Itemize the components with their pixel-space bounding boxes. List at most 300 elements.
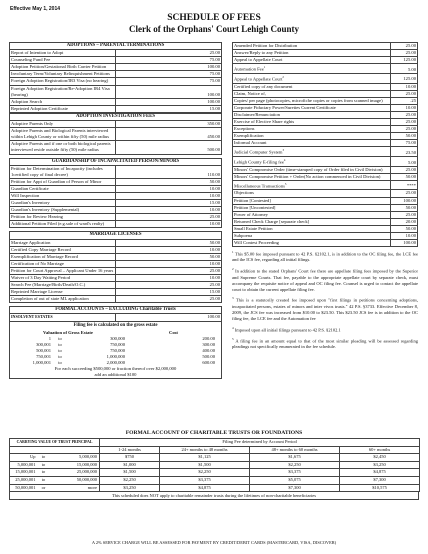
fee-label xyxy=(233,97,391,104)
period-label: 60+ months xyxy=(340,446,420,454)
estate-from: 1 xyxy=(48,335,51,341)
fee-label xyxy=(233,180,391,190)
fee-value: 10.00 xyxy=(116,185,222,192)
fee-label-text: Petition [Contested] xyxy=(234,197,271,203)
fee-value: 450.00 xyxy=(116,128,222,141)
trust-row xyxy=(10,476,420,484)
footnotes xyxy=(232,250,418,354)
fee-value: 500.00 xyxy=(116,141,222,154)
fee-label-text: Appeal to Appellate Court xyxy=(234,57,283,63)
trust-from: 50,000,001 xyxy=(10,484,38,492)
fee-label-text: Automation Fee xyxy=(234,66,264,72)
fee-row xyxy=(10,98,222,105)
effective-date: Effective May 1, 2014 xyxy=(10,6,61,12)
insolvent-label: INSOLVENT ESTATES xyxy=(10,314,116,321)
fee-label: Foreign Adoption Registration/IR3 Visa (no hearing) xyxy=(10,78,116,85)
fee-value: 50.00 xyxy=(391,204,418,211)
fee-label-text: Exercise of Elective Share rights xyxy=(234,119,295,124)
fee-label xyxy=(233,157,391,167)
fee-row xyxy=(10,85,222,98)
fee-label xyxy=(233,104,391,111)
trust-fee: $1,000 xyxy=(100,461,160,469)
fee-label: Foreign Adoption Registration/Re-Adoption IR4 Visa (hearing) xyxy=(10,85,116,98)
investigation-table xyxy=(9,113,222,155)
trust-to: to xyxy=(38,454,50,462)
footnote-text: This is a statutorily created fee imposed upon "first filings in petitions concerning adoptions, incapacitated persons, estates of minors and inter vivos trusts." 42 P.S. §3733. Effective December 8, 2009, the JCS fee was increased from $10.00 to $23.50. This $23.50 JCS fee is in addition to the OC filing fee, the LCE fee and the Automation fee xyxy=(232,297,418,321)
fee-value: 25.00 xyxy=(116,267,222,274)
fee-label xyxy=(233,111,391,118)
footnote xyxy=(232,337,418,350)
footnote-text: In addition to the stated Orphans' Court fee there are appellate filing fees imposed by the Superior and Supreme Courts. That fee, payable to the appropriate appellate court by separate check, must accompany the requisite notice of appeal and OC filing fee. Counsel is urged to contact the appellate court to obtain the current appellate filing fee. xyxy=(232,268,418,292)
fee-row xyxy=(10,221,222,228)
fee-value: 100.00 xyxy=(116,64,222,71)
charitable-trusts-section xyxy=(9,429,419,500)
gross-estate-header: Valuation of Gross Estate xyxy=(43,329,93,335)
trust-fee: $3,250 xyxy=(340,461,420,469)
trust-from: Up xyxy=(10,454,38,462)
trust-fee: $5,075 xyxy=(250,476,340,484)
trust-fee: $2,250 xyxy=(100,476,160,484)
trust-upto: 25,000,000 xyxy=(50,469,100,477)
fee-value: 10.00 xyxy=(116,260,222,267)
fee-row xyxy=(233,233,418,240)
adoptions-section-title: ADOPTIONS – PARENTAL TERMINATIONS xyxy=(10,43,222,50)
fee-value: 5.00 xyxy=(391,157,418,167)
marriage-table xyxy=(9,231,222,303)
fee-label-text: Will Contest Proceeding xyxy=(234,240,279,246)
fee-value: 25.00 xyxy=(116,296,222,303)
fee-row xyxy=(10,253,222,260)
fee-value: 20.00 xyxy=(391,218,418,225)
fee-value: 25.00 xyxy=(391,50,418,57)
fee-value: 50.00 xyxy=(391,173,418,180)
fee-label xyxy=(233,43,391,50)
estate-from: 500,001 xyxy=(36,347,51,353)
trust-fee: $1,500 xyxy=(160,461,250,469)
fee-value: 10.00 xyxy=(116,221,222,228)
fee-label: Reprinted Adoption Certificate xyxy=(10,105,116,112)
fee-label xyxy=(233,211,391,218)
fee-row xyxy=(10,128,222,141)
fee-label xyxy=(233,57,391,64)
fee-label: Exemplification of Marriage Record xyxy=(10,253,116,260)
fee-row xyxy=(233,90,418,97)
fee-value: 25.00 xyxy=(391,166,418,173)
fee-row xyxy=(233,43,418,50)
fee-label-text: Minors' Compromise Petition + Order(No action commenced in Civil Division) xyxy=(234,173,381,179)
fee-label-text: Miscellaneous Transactions xyxy=(234,183,285,189)
fee-row xyxy=(233,218,418,225)
fee-row xyxy=(233,140,418,147)
fee-row xyxy=(233,50,418,57)
fee-label xyxy=(233,73,391,83)
fee-label: Petition for Appt of Guardian of Person of Minor xyxy=(10,178,116,185)
fee-row xyxy=(10,165,222,178)
trust-from: 25,000,001 xyxy=(10,476,38,484)
fee-value: 10.00 xyxy=(116,275,222,282)
fee-row xyxy=(233,104,418,111)
estate-note-2: add an additional $100 xyxy=(94,371,137,377)
fee-row xyxy=(10,246,222,253)
fee-row xyxy=(233,225,418,232)
trust-from: 5,000,001 xyxy=(10,461,38,469)
fee-value: 25.00 xyxy=(116,214,222,221)
trust-to: or xyxy=(38,484,50,492)
estate-cost: 600.00 xyxy=(202,359,215,365)
fee-label: Will Inspection xyxy=(10,192,116,199)
formal-accounts-table xyxy=(9,306,222,321)
fee-label-text: Minors' Compromise Order (time-stamped copy of Order filed in Civil Division) xyxy=(234,166,383,172)
carrying-value-header: CARRYING VALUE OF TRUST PRINCIPAL xyxy=(10,439,100,447)
trust-fee: $4,875 xyxy=(340,469,420,477)
fee-label: Counseling Fund Fee xyxy=(10,57,116,64)
fee-label-text: Judicial Computer System xyxy=(234,149,283,155)
footnote xyxy=(232,296,418,321)
trust-fee: $3,375 xyxy=(250,469,340,477)
footnote-number: 5 xyxy=(232,336,234,341)
estate-table xyxy=(10,330,221,366)
trust-row xyxy=(10,469,420,477)
fee-label xyxy=(233,166,391,173)
estate-upto: 2,000,000 xyxy=(106,359,125,365)
estate-upto: 300,000 xyxy=(110,335,125,341)
fee-label-text: Appeal to Appellate Court xyxy=(234,76,283,82)
fee-row xyxy=(10,121,222,128)
trust-row xyxy=(10,461,420,469)
fee-row xyxy=(10,105,222,112)
trust-fee: $2,450 xyxy=(340,454,420,462)
fee-row xyxy=(233,126,418,133)
estate-from: 1,000,001 xyxy=(32,359,51,365)
fee-row xyxy=(10,64,222,71)
fee-row xyxy=(10,289,222,296)
estate-to: to xyxy=(58,335,62,341)
period-label: 1-24 months xyxy=(100,446,160,454)
trusts-table xyxy=(9,438,420,492)
guardianship-table xyxy=(9,158,222,229)
trust-to: to xyxy=(38,461,50,469)
fee-value: 10.00 xyxy=(391,233,418,240)
fee-label-text: Claim, Notice of, xyxy=(234,90,266,96)
fee-label xyxy=(233,119,391,126)
period-header: Filing Fee determined by Account Period xyxy=(100,439,420,447)
trust-from: 15,000,001 xyxy=(10,469,38,477)
fee-value: 100.00 xyxy=(116,98,222,105)
fee-row xyxy=(10,78,222,85)
fee-label: Report of Intention to Adopt xyxy=(10,50,116,57)
right-fee-column xyxy=(232,42,418,247)
fee-label: Search Fee (Marriage/Birth/Death/O.C.) xyxy=(10,282,116,289)
fee-value: 25.00 xyxy=(391,119,418,126)
service-charge-footer: A 2% SERVICE CHARGE WILL BE ASSESSED FOR PAYMENT BY CREDIT/DEBIT CARDS (MASTERCARD, VISA, DISCOVER) xyxy=(91,540,337,545)
estate-to: to xyxy=(58,347,62,353)
fee-label: Adoptive Parents and Biological Parents interviewed within Lehigh County or within fifty (50) mile radius xyxy=(10,128,116,141)
footnote-number: 1 xyxy=(232,250,234,254)
fee-label xyxy=(233,233,391,240)
trust-fee: $2,250 xyxy=(250,461,340,469)
fee-value: 25.00 xyxy=(391,126,418,133)
estate-cost: 500.00 xyxy=(202,353,215,359)
fee-row xyxy=(233,240,418,247)
fee-row xyxy=(10,185,222,192)
trust-fee: $750 xyxy=(100,454,160,462)
fee-label: Reprinted Marriage License xyxy=(10,289,116,296)
fee-label: Certification of No Marriage xyxy=(10,260,116,267)
footnote-number: 2 xyxy=(232,267,234,272)
misc-fees-table xyxy=(232,42,418,247)
fee-label xyxy=(233,83,391,90)
fee-row xyxy=(10,275,222,282)
fee-row xyxy=(10,282,222,289)
footnote xyxy=(232,326,418,333)
fee-label-text: Amended Petition for Distribution xyxy=(234,43,298,48)
fee-row xyxy=(233,147,418,157)
fee-row xyxy=(233,97,418,104)
footnote-ref: 2 xyxy=(282,74,284,79)
estate-cost: 200.00 xyxy=(202,335,215,341)
fee-label-text: Informal Account xyxy=(234,140,267,146)
fee-label: Waiver of 3 Day Waiting Period xyxy=(10,275,116,282)
fee-row xyxy=(10,57,222,64)
fee-label-text: Exemplification xyxy=(234,133,264,139)
footnote xyxy=(232,267,418,292)
fee-value: .25 xyxy=(391,97,418,104)
fee-row xyxy=(10,178,222,185)
footnote-text: Imposed upon all initial filings pursuant to 42 P.S. §2102.1 xyxy=(234,327,341,333)
footnote-ref: 4 xyxy=(283,158,286,162)
fee-value: 10.00 xyxy=(116,192,222,199)
fee-row xyxy=(10,71,222,78)
marriage-section-title: MARRIAGE LICENSES xyxy=(10,232,222,239)
period-label: 48+ months to 60 months xyxy=(250,446,340,454)
trust-fee: $1,675 xyxy=(250,454,340,462)
trust-fee: $10,575 xyxy=(340,484,420,492)
trust-fee: $4,875 xyxy=(160,484,250,492)
fee-label xyxy=(233,204,391,211)
fee-value: 110.00 xyxy=(116,165,222,178)
fee-row xyxy=(233,157,418,167)
fee-label: Guardian Certificate xyxy=(10,185,116,192)
fee-value: 25.00 xyxy=(391,90,418,97)
fee-label-text: Answer/Reply to any Petition xyxy=(234,50,289,56)
fee-value: 10.00 xyxy=(116,207,222,214)
fee-value: 125.00 xyxy=(391,73,418,83)
fee-label: Adoptive Parents Only xyxy=(10,121,116,128)
fee-value: 50.00 xyxy=(116,239,222,246)
trust-upto: more xyxy=(50,484,100,492)
fee-row xyxy=(233,173,418,180)
fee-label: Involuntary Term/Voluntary Relinquishment Petitions xyxy=(10,71,116,78)
fee-value: 10.00 xyxy=(391,104,418,111)
fee-label: Adoption Petition/Gestational Birth Carrier Petition xyxy=(10,64,116,71)
trust-upto: 5,000,000 xyxy=(50,454,100,462)
fee-label-text: Lehigh County E-filing fee xyxy=(234,159,284,165)
estate-from: 750,001 xyxy=(36,353,51,359)
fee-label-text: Returned Check Charge [separate check] xyxy=(234,218,310,224)
fee-row xyxy=(10,214,222,221)
fee-row xyxy=(233,180,418,190)
estate-to: to xyxy=(58,359,62,365)
fee-row xyxy=(10,207,222,214)
fee-label-text: Power of Attorney xyxy=(234,211,268,217)
fee-value: 75.00 xyxy=(116,57,222,64)
footnote-number: 4 xyxy=(232,325,234,330)
estate-upto: 1,000,000 xyxy=(106,353,125,359)
fee-value: 25.00 xyxy=(391,190,418,197)
footnote-text: This $5.00 fee imposed pursuant to 42 P.S. §2102.1, is in addition to the OC filing fee, the LCE fee and the ICS fee, regarding all initial filings. xyxy=(232,251,418,263)
fee-label xyxy=(233,133,391,140)
fee-value: 75.00 xyxy=(116,71,222,78)
fee-row xyxy=(233,204,418,211)
fee-label: Adoptive Parents and if one or both biological parents interviewed reside outside fifty (50) mile radius xyxy=(10,141,116,154)
fee-label-text: Objections xyxy=(234,190,254,196)
fee-label xyxy=(233,90,391,97)
trust-fee: $3,250 xyxy=(100,484,160,492)
fee-value: 50.00 xyxy=(116,253,222,260)
trust-to: to xyxy=(38,469,50,477)
fee-value: 10.00 xyxy=(116,246,222,253)
fee-value: 50.00 xyxy=(391,133,418,140)
fee-value: 5.00 xyxy=(391,64,418,74)
fee-label-text: Certified copy of any document xyxy=(234,83,293,89)
fee-label: Completion of out of state ML application xyxy=(10,296,116,303)
fee-label xyxy=(233,147,391,157)
fee-label: Petition for Court Approval – Applicant Under 16 years xyxy=(10,267,116,274)
fee-value: 25.00 xyxy=(391,111,418,118)
fee-label xyxy=(233,225,391,232)
fee-value: 25.00 xyxy=(116,282,222,289)
page-subtitle: Clerk of the Orphans' Court Lehigh County xyxy=(128,24,299,34)
fee-label-text: Subpoena xyxy=(234,233,253,238)
trust-fee: $3,375 xyxy=(160,476,250,484)
trust-row xyxy=(10,484,420,492)
fee-row xyxy=(233,57,418,64)
fee-row xyxy=(10,200,222,207)
fee-label xyxy=(233,240,391,247)
fee-label: Guardian's Inventory (Supplemental) xyxy=(10,207,116,214)
fee-value: 100.00 xyxy=(116,85,222,98)
fee-row xyxy=(233,190,418,197)
estate-block xyxy=(9,322,222,379)
insolvent-value: 100.00 xyxy=(116,314,222,321)
fee-row xyxy=(10,296,222,303)
fee-value: 15.00 xyxy=(116,105,222,112)
footnote-ref: 5 xyxy=(284,181,287,186)
fee-row xyxy=(233,73,418,83)
estate-cost: 400.00 xyxy=(202,347,215,353)
fee-label: Petition for Determination of Incapacity (includes 1certified copy of final decree) xyxy=(10,165,116,178)
left-fee-column xyxy=(9,42,222,379)
fee-label-text: Copies/ per page (photocopies, microfiche copies or copies from scanned image) xyxy=(234,97,383,103)
fee-row xyxy=(233,111,418,118)
fee-value: 75.00 xyxy=(391,140,418,147)
fee-value: 50.00 xyxy=(391,225,418,232)
footnote xyxy=(232,250,418,263)
guardianship-section-title: GUARDIANSHIP OF INCAPACITATED PERSON/MINORS xyxy=(10,158,222,165)
trust-upto: 50,000,000 xyxy=(50,476,100,484)
fee-row xyxy=(10,192,222,199)
fee-label xyxy=(233,140,391,147)
estate-title: Filing fee is calculated on the gross estate xyxy=(73,322,158,328)
fee-row xyxy=(233,211,418,218)
trust-fee: $1,500 xyxy=(100,469,160,477)
fee-row xyxy=(233,166,418,173)
fee-label-text: Exceptions xyxy=(234,126,255,132)
estate-to: to xyxy=(58,341,62,347)
fee-label xyxy=(233,64,391,74)
footnote-number: 3 xyxy=(232,296,234,301)
fee-label xyxy=(233,218,391,225)
fee-value: **** xyxy=(391,180,418,190)
estate-from: 300,001 xyxy=(36,341,51,347)
trust-row xyxy=(10,454,420,462)
estate-cost: 300.00 xyxy=(202,341,215,347)
fee-value: 23.50 xyxy=(391,147,418,157)
fee-row xyxy=(233,64,418,74)
fee-value: 125.00 xyxy=(391,57,418,64)
estate-upto: 750,000 xyxy=(110,347,125,353)
fee-label: Marriage Application xyxy=(10,239,116,246)
fee-label-text: Small Estate Petition xyxy=(234,225,273,231)
cost-header: Cost xyxy=(169,329,178,335)
fee-value: 75.00 xyxy=(116,78,222,85)
footnote-text: A filing fee in an amount equal to that of the most similar pleading will be assessed regarding pleadings not specifically enumerated in the fee schedule. xyxy=(232,338,418,350)
fee-row xyxy=(10,50,222,57)
fee-label-text: Disclaimer/Renunciation xyxy=(234,111,280,117)
fee-label: Certified Copy Marriage Record xyxy=(10,246,116,253)
fee-label-text: Corporate Fiduciary Power/Sureties Current Certificate xyxy=(234,104,336,110)
fee-label-text: Petition [Uncontested] xyxy=(234,204,276,210)
fee-row xyxy=(10,267,222,274)
fee-value: 100.00 xyxy=(391,197,418,204)
estate-upto: 750,000 xyxy=(110,341,125,347)
estate-to: to xyxy=(58,353,62,359)
fee-label: Guardian's Inventory xyxy=(10,200,116,207)
trust-fee: $7,300 xyxy=(250,484,340,492)
fee-label: Additional Petition Filed (e.g.sale of ward's realty) xyxy=(10,221,116,228)
blank-cell xyxy=(10,446,100,454)
trust-fee: $1,125 xyxy=(160,454,250,462)
fee-row xyxy=(10,260,222,267)
page-title: SCHEDULE OF FEES xyxy=(167,13,261,23)
fee-row xyxy=(233,197,418,204)
fee-value: 15.00 xyxy=(116,200,222,207)
fee-row xyxy=(233,133,418,140)
fee-value: 25.00 xyxy=(391,43,418,50)
trust-upto: 15,000,000 xyxy=(50,461,100,469)
fee-label: Petition for Review Hearing xyxy=(10,214,116,221)
trusts-note: This scheduled does NOT apply to charitable remainder trusts during the lifetimes of non-charitable beneficiaries xyxy=(9,492,419,500)
fee-label xyxy=(233,190,391,197)
fee-label xyxy=(233,173,391,180)
fee-row xyxy=(233,83,418,90)
fee-row xyxy=(233,119,418,126)
fee-value: 350.00 xyxy=(116,121,222,128)
fee-label: Adoption Search xyxy=(10,98,116,105)
footnote-ref: 1 xyxy=(263,65,266,70)
fee-row xyxy=(10,239,222,246)
fee-value: 50.00 xyxy=(116,178,222,185)
footnote-ref: 3 xyxy=(282,148,284,153)
fee-row xyxy=(10,141,222,154)
adoptions-table xyxy=(9,42,222,113)
estate-note: For each succeeding $500,000 or fraction thereof over $2,000,000 xyxy=(54,365,177,371)
trust-to: to xyxy=(38,476,50,484)
trusts-title: FORMAL ACCOUNT OF CHARITABLE TRUSTS OR FOUNDATIONS xyxy=(125,430,303,436)
fee-value: 25.00 xyxy=(391,211,418,218)
trust-fee: $2,250 xyxy=(160,469,250,477)
investigation-section-title: ADOPTION INVESTIGATION FEES xyxy=(10,113,222,120)
